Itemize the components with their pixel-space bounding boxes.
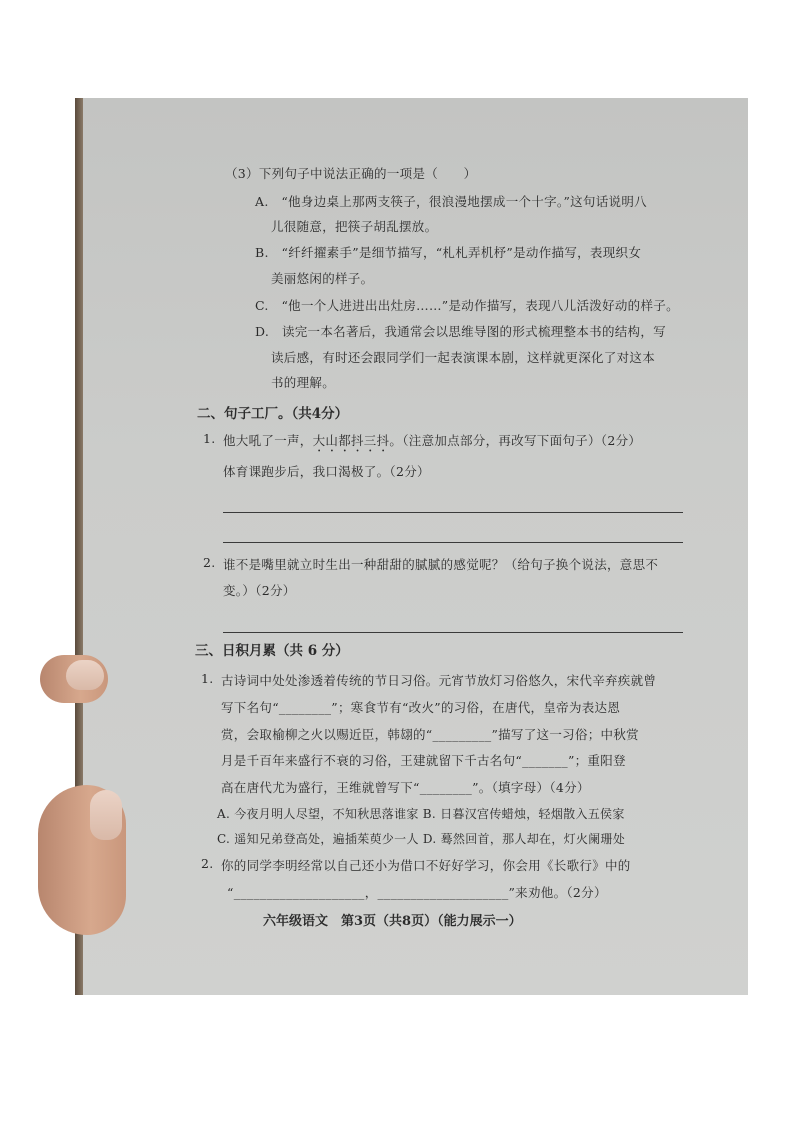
photographed-page bbox=[75, 98, 748, 995]
sec2-q2-number: 2. bbox=[203, 555, 216, 570]
q3-option-b-line1: B. “纤纤擢素手”是细节描写，“札札弄机杼”是动作描写，表现织女 bbox=[255, 245, 642, 260]
sec3-options-line2: C. 遥知兄弟登高处，遍插茱萸少一人 D. 蓦然回首，那人却在，灯火阑珊处 bbox=[217, 832, 626, 846]
dotted-phrase: 大山都抖三抖 bbox=[312, 433, 390, 448]
sec3-q2-number: 2. bbox=[201, 856, 214, 871]
answer-line[interactable] bbox=[223, 512, 683, 513]
sec2-q2-line1: 谁不是嘴里就立时生出一种甜甜的腻腻的感觉呢？（给句子换个说法，意思不 bbox=[223, 557, 659, 572]
sec2-q1-subtext: 体育课跑步后，我口渴极了。（2分） bbox=[223, 464, 430, 479]
answer-line[interactable] bbox=[223, 632, 683, 633]
sec2-q1-text: 他大吼了一声，大山都抖三抖。（注意加点部分，再改写下面句子）（2分） bbox=[223, 433, 642, 448]
q3-option-d-line2: 读后感，有时还会跟同学们一起表演课本剧，这样就更深化了对这本 bbox=[271, 350, 656, 365]
sec3-q1-line1: 古诗词中处处渗透着传统的节日习俗。元宵节放灯习俗悠久，宋代辛弃疾就曾 bbox=[221, 673, 657, 688]
sec3-q1-number: 1. bbox=[201, 671, 214, 686]
section-3-title: 三、日积月累（共 6 分） bbox=[195, 643, 349, 659]
fingernail-upper bbox=[66, 660, 104, 690]
sec3-q2-line1: 你的同学李明经常以自己还小为借口不好好学习，你会用《长歌行》中的 bbox=[221, 858, 631, 873]
q3-option-c-line1: C. “他一个人进进出出灶房……”是动作描写，表现八儿活泼好动的样子。 bbox=[255, 298, 679, 313]
section-2-title: 二、句子工厂。（共4分） bbox=[197, 406, 349, 422]
q3-option-d-line1: D. 读完一本名著后，我通常会以思维导图的形式梳理整本书的结构，写 bbox=[255, 324, 666, 339]
sec3-q1-line5: 高在唐代尤为盛行，王维就曾写下“________”。（填字母）（4分） bbox=[221, 780, 590, 795]
q3-option-a-line2: 儿很随意，把筷子胡乱摆放。 bbox=[271, 219, 438, 234]
fingernail-lower bbox=[90, 790, 122, 840]
q3-option-a-line1: A. “他身边桌上那两支筷子，很浪漫地摆成一个十字。”这句话说明八 bbox=[255, 194, 647, 209]
sec3-q1-line2: 写下名句“________”；寒食节有“改火”的习俗，在唐代，皇帝为表达恩 bbox=[221, 700, 621, 715]
q3-stem: （3）下列句子中说法正确的一项是（ ） bbox=[225, 166, 477, 181]
sec3-q1-line3: 赏，会取榆柳之火以赐近臣，韩翃的“_________”描写了这一习俗；中秋赏 bbox=[221, 727, 639, 742]
sec3-q1-line4: 月是千百年来盛行不衰的习俗，王建就留下千古名句“_______”；重阳登 bbox=[221, 753, 626, 768]
q3-option-d-line3: 书的理解。 bbox=[271, 375, 336, 390]
page-footer: 六年级语文 第3页（共8页）（能力展示一） bbox=[263, 914, 522, 929]
answer-line[interactable] bbox=[223, 542, 683, 543]
sec2-q1-number: 1. bbox=[203, 431, 216, 446]
sec2-q2-line2: 变。）（2分） bbox=[223, 583, 296, 598]
sec3-q2-line2: “____________________，____________________”来劝他。（2分） bbox=[227, 885, 607, 900]
q3-option-b-line2: 美丽悠闲的样子。 bbox=[271, 271, 374, 286]
sec3-options-line1: A. 今夜月明人尽望，不知秋思落谁家 B. 日暮汉宫传蜡烛，轻烟散入五侯家 bbox=[217, 807, 625, 821]
